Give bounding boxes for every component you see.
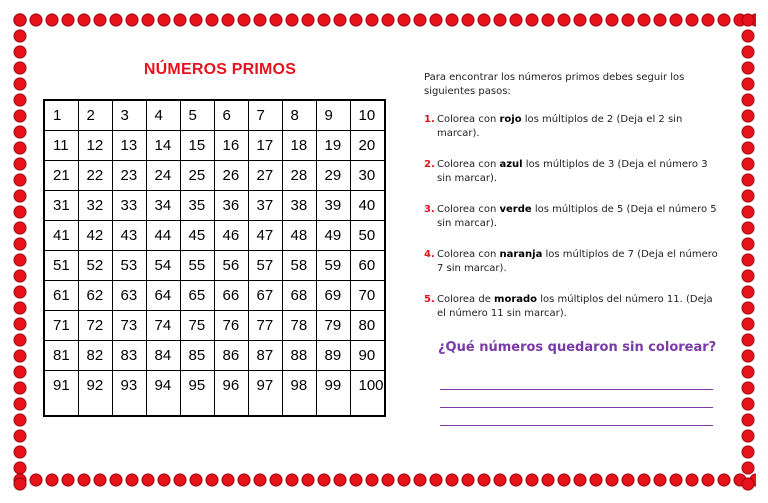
instructions-panel bbox=[424, 71, 724, 338]
grid-cell[interactable]: 50 bbox=[350, 220, 385, 250]
grid-row bbox=[44, 310, 385, 340]
grid-row bbox=[44, 250, 385, 280]
grid-cell[interactable]: 65 bbox=[180, 280, 214, 310]
grid-cell[interactable]: 26 bbox=[214, 160, 248, 190]
grid-cell[interactable]: 35 bbox=[180, 190, 214, 220]
grid-cell[interactable]: 15 bbox=[180, 130, 214, 160]
grid-cell[interactable]: 7 bbox=[248, 100, 282, 130]
grid-cell[interactable]: 43 bbox=[112, 220, 146, 250]
grid-cell[interactable]: 4 bbox=[146, 100, 180, 130]
grid-cell[interactable]: 94 bbox=[146, 370, 180, 416]
grid-cell[interactable]: 40 bbox=[350, 190, 385, 220]
grid-cell[interactable]: 39 bbox=[316, 190, 350, 220]
grid-cell[interactable]: 49 bbox=[316, 220, 350, 250]
grid-cell[interactable]: 55 bbox=[180, 250, 214, 280]
grid-row bbox=[44, 220, 385, 250]
step-text: los múltiplos de 3 (Deja el número 3 sin marcar). bbox=[437, 159, 708, 184]
step-color-keyword: verde bbox=[499, 204, 532, 215]
grid-cell[interactable]: 56 bbox=[214, 250, 248, 280]
grid-cell[interactable]: 12 bbox=[78, 130, 112, 160]
grid-cell[interactable]: 18 bbox=[282, 130, 316, 160]
grid-cell[interactable]: 61 bbox=[44, 280, 78, 310]
step-number: 5. bbox=[424, 294, 435, 305]
grid-cell[interactable]: 80 bbox=[350, 310, 385, 340]
grid-cell[interactable]: 42 bbox=[78, 220, 112, 250]
answer-line[interactable] bbox=[440, 425, 713, 426]
grid-cell[interactable]: 70 bbox=[350, 280, 385, 310]
grid-cell[interactable]: 84 bbox=[146, 340, 180, 370]
step-number: 4. bbox=[424, 249, 435, 260]
grid-cell[interactable]: 17 bbox=[248, 130, 282, 160]
grid-cell[interactable]: 46 bbox=[214, 220, 248, 250]
grid-cell[interactable]: 51 bbox=[44, 250, 78, 280]
step-color-keyword: rojo bbox=[499, 114, 522, 125]
step-color-keyword: azul bbox=[499, 159, 523, 170]
grid-cell[interactable]: 5 bbox=[180, 100, 214, 130]
grid-cell[interactable]: 30 bbox=[350, 160, 385, 190]
grid-cell[interactable]: 20 bbox=[350, 130, 385, 160]
grid-cell[interactable]: 41 bbox=[44, 220, 78, 250]
grid-cell[interactable]: 63 bbox=[112, 280, 146, 310]
grid-cell[interactable]: 23 bbox=[112, 160, 146, 190]
question-prompt: ¿Qué números quedaron sin colorear? bbox=[438, 340, 717, 355]
grid-cell[interactable]: 38 bbox=[282, 190, 316, 220]
grid-cell[interactable]: 66 bbox=[214, 280, 248, 310]
grid-cell[interactable]: 1 bbox=[44, 100, 78, 130]
grid-cell[interactable]: 11 bbox=[44, 130, 78, 160]
grid-cell[interactable]: 52 bbox=[78, 250, 112, 280]
grid-cell[interactable]: 22 bbox=[78, 160, 112, 190]
grid-cell[interactable]: 89 bbox=[316, 340, 350, 370]
grid-cell[interactable]: 92 bbox=[78, 370, 112, 416]
grid-cell[interactable]: 81 bbox=[44, 340, 78, 370]
grid-cell[interactable]: 31 bbox=[44, 190, 78, 220]
grid-cell[interactable]: 13 bbox=[112, 130, 146, 160]
answer-line[interactable] bbox=[440, 389, 713, 390]
grid-row bbox=[44, 340, 385, 370]
step-number: 1. bbox=[424, 114, 435, 125]
grid-cell[interactable]: 82 bbox=[78, 340, 112, 370]
grid-cell[interactable]: 27 bbox=[248, 160, 282, 190]
step-item bbox=[424, 113, 724, 141]
grid-cell[interactable]: 44 bbox=[146, 220, 180, 250]
grid-cell[interactable]: 97 bbox=[248, 370, 282, 416]
grid-cell[interactable]: 100 bbox=[350, 370, 385, 416]
border-dots-bottom bbox=[12, 472, 756, 488]
grid-cell[interactable]: 71 bbox=[44, 310, 78, 340]
step-number: 2. bbox=[424, 159, 435, 170]
grid-cell[interactable]: 98 bbox=[282, 370, 316, 416]
step-number: 3. bbox=[424, 204, 435, 215]
grid-row bbox=[44, 100, 385, 130]
step-color-keyword: morado bbox=[494, 294, 538, 305]
grid-cell[interactable]: 53 bbox=[112, 250, 146, 280]
grid-cell[interactable]: 33 bbox=[112, 190, 146, 220]
grid-cell[interactable]: 91 bbox=[44, 370, 78, 416]
grid-cell[interactable]: 24 bbox=[146, 160, 180, 190]
step-color-keyword: naranja bbox=[499, 249, 543, 260]
border-dots-right bbox=[740, 12, 756, 491]
grid-row bbox=[44, 160, 385, 190]
step-item bbox=[424, 158, 724, 186]
grid-cell[interactable]: 62 bbox=[78, 280, 112, 310]
grid-row bbox=[44, 370, 385, 416]
grid-cell[interactable]: 47 bbox=[248, 220, 282, 250]
step-text: los múltiplos de 5 (Deja el número 5 sin marcar). bbox=[437, 204, 717, 229]
grid-cell[interactable]: 34 bbox=[146, 190, 180, 220]
grid-cell[interactable]: 86 bbox=[214, 340, 248, 370]
step-item bbox=[424, 293, 724, 321]
grid-cell[interactable]: 76 bbox=[214, 310, 248, 340]
step-text: Colorea con bbox=[437, 159, 500, 170]
step-text: los múltiplos de 7 (Deja el número 7 sin marcar). bbox=[437, 249, 718, 274]
steps-list bbox=[424, 113, 724, 321]
grid-cell[interactable]: 57 bbox=[248, 250, 282, 280]
grid-cell[interactable]: 83 bbox=[112, 340, 146, 370]
step-item bbox=[424, 203, 724, 231]
grid-cell[interactable]: 87 bbox=[248, 340, 282, 370]
grid-cell[interactable]: 54 bbox=[146, 250, 180, 280]
grid-cell[interactable]: 85 bbox=[180, 340, 214, 370]
grid-row bbox=[44, 130, 385, 160]
grid-cell[interactable]: 36 bbox=[214, 190, 248, 220]
grid-row bbox=[44, 190, 385, 220]
grid-cell[interactable]: 48 bbox=[282, 220, 316, 250]
grid-cell[interactable]: 6 bbox=[214, 100, 248, 130]
grid-cell[interactable]: 9 bbox=[316, 100, 350, 130]
border-dots-top bbox=[12, 12, 756, 28]
grid-cell[interactable]: 73 bbox=[112, 310, 146, 340]
grid-cell[interactable]: 75 bbox=[180, 310, 214, 340]
instructions-intro: Para encontrar los números primos debes seguir los siguientes pasos: bbox=[424, 72, 685, 97]
step-text: Colorea con bbox=[437, 249, 500, 260]
grid-cell[interactable]: 19 bbox=[316, 130, 350, 160]
grid-cell[interactable]: 8 bbox=[282, 100, 316, 130]
grid-cell[interactable]: 28 bbox=[282, 160, 316, 190]
grid-cell[interactable]: 10 bbox=[350, 100, 385, 130]
grid-cell[interactable]: 96 bbox=[214, 370, 248, 416]
grid-cell[interactable]: 69 bbox=[316, 280, 350, 310]
grid-cell[interactable]: 79 bbox=[316, 310, 350, 340]
grid-cell[interactable]: 16 bbox=[214, 130, 248, 160]
grid-cell[interactable]: 99 bbox=[316, 370, 350, 416]
grid-cell[interactable]: 60 bbox=[350, 250, 385, 280]
grid-cell[interactable]: 59 bbox=[316, 250, 350, 280]
grid-cell[interactable]: 74 bbox=[146, 310, 180, 340]
grid-cell[interactable]: 29 bbox=[316, 160, 350, 190]
step-item bbox=[424, 248, 724, 276]
grid-cell[interactable]: 14 bbox=[146, 130, 180, 160]
step-text: Colorea con bbox=[437, 114, 500, 125]
border-dots-left bbox=[12, 12, 28, 491]
step-text: Colorea con bbox=[437, 204, 500, 215]
grid-cell[interactable]: 67 bbox=[248, 280, 282, 310]
grid-cell[interactable]: 90 bbox=[350, 340, 385, 370]
grid-cell[interactable]: 77 bbox=[248, 310, 282, 340]
grid-cell[interactable]: 64 bbox=[146, 280, 180, 310]
page-title: NÚMEROS PRIMOS bbox=[143, 61, 297, 78]
grid-cell[interactable]: 95 bbox=[180, 370, 214, 416]
grid-cell[interactable]: 68 bbox=[282, 280, 316, 310]
grid-cell[interactable]: 3 bbox=[112, 100, 146, 130]
grid-cell[interactable]: 88 bbox=[282, 340, 316, 370]
grid-cell[interactable]: 2 bbox=[78, 100, 112, 130]
grid-cell[interactable]: 45 bbox=[180, 220, 214, 250]
grid-cell[interactable]: 72 bbox=[78, 310, 112, 340]
grid-cell[interactable]: 78 bbox=[282, 310, 316, 340]
grid-row bbox=[44, 280, 385, 310]
step-text: los múltiplos de 2 (Deja el 2 sin marcar). bbox=[437, 114, 683, 139]
grid-cell[interactable]: 93 bbox=[112, 370, 146, 416]
step-text: Colorea de bbox=[437, 294, 495, 305]
answer-line[interactable] bbox=[440, 407, 713, 408]
step-text: los múltiplos del número 11. (Deja el número 11 sin marcar). bbox=[437, 294, 713, 319]
number-grid bbox=[43, 99, 386, 417]
grid-cell[interactable]: 21 bbox=[44, 160, 78, 190]
grid-cell[interactable]: 25 bbox=[180, 160, 214, 190]
grid-cell[interactable]: 58 bbox=[282, 250, 316, 280]
grid-cell[interactable]: 37 bbox=[248, 190, 282, 220]
grid-cell[interactable]: 32 bbox=[78, 190, 112, 220]
